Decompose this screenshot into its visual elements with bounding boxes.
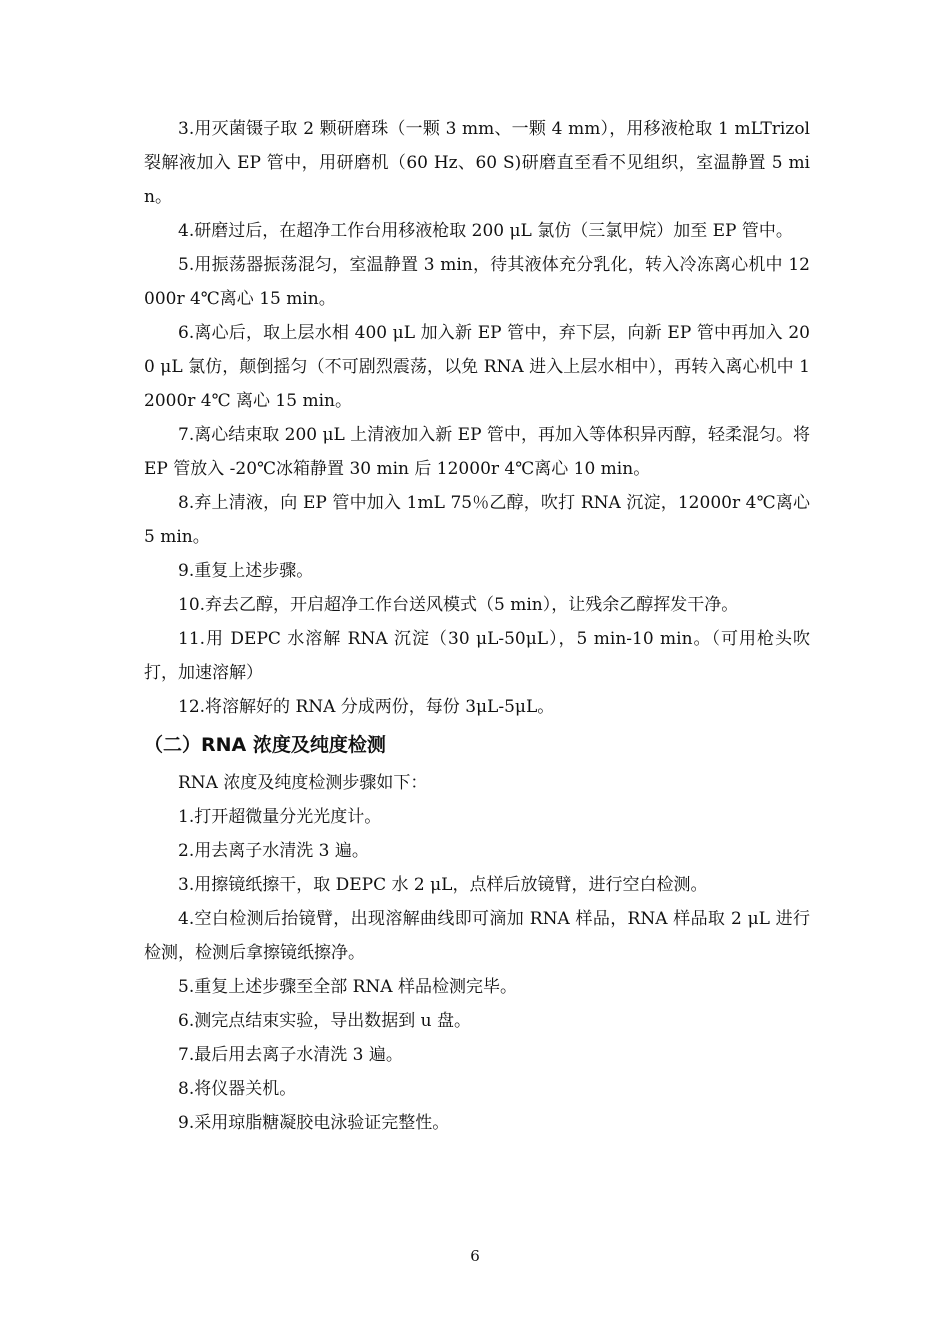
document-body bbox=[144, 112, 810, 1140]
intro-paragraph: RNA 浓度及纯度检测步骤如下： bbox=[178, 773, 428, 793]
step-paragraph: 5.重复上述步骤至全部 RNA 样品检测完毕。 bbox=[178, 977, 517, 997]
step-paragraph: 8.将仪器关机。 bbox=[178, 1079, 297, 1099]
step-paragraph: 11.用 DEPC 水溶解 RNA 沉淀（30 μL-50μL），5 min-10 min。（可用枪头吹打，加速溶解） bbox=[144, 629, 810, 683]
section-heading: （二）RNA 浓度及纯度检测 bbox=[144, 734, 386, 756]
step-paragraph: 9.重复上述步骤。 bbox=[178, 561, 314, 581]
step-paragraph: 8.弃上清液，向 EP 管中加入 1mL 75％乙醇，吹打 RNA 沉淀，12000r 4℃离心 5 min。 bbox=[144, 493, 810, 547]
step-paragraph: 6.离心后，取上层水相 400 μL 加入新 EP 管中，弃下层，向新 EP 管中再加入 200 μL 氯仿，颠倒摇匀（不可剧烈震荡，以免 RNA 进入上层水相中），再转入离心机中 12000r 4℃ 离心 15 min。 bbox=[144, 323, 810, 411]
step-paragraph: 7.离心结束取 200 μL 上清液加入新 EP 管中，再加入等体积异丙醇，轻柔混匀。将 EP 管放入 -20℃冰箱静置 30 min 后 12000r 4℃离心 10 min。 bbox=[144, 425, 810, 479]
step-paragraph: 12.将溶解好的 RNA 分成两份，每份 3μL-5μL。 bbox=[178, 697, 555, 717]
step-paragraph: 4.研磨过后，在超净工作台用移液枪取 200 μL 氯仿（三氯甲烷）加至 EP 管中。 bbox=[178, 221, 793, 241]
step-paragraph: 7.最后用去离子水清洗 3 遍。 bbox=[178, 1045, 403, 1065]
step-paragraph: 1.打开超微量分光光度计。 bbox=[178, 807, 382, 827]
step-paragraph: 3.用擦镜纸擦干，取 DEPC 水 2 μL，点样后放镜臂，进行空白检测。 bbox=[178, 875, 708, 895]
step-paragraph: 10.弃去乙醇，开启超净工作台送风模式（5 min），让残余乙醇挥发干净。 bbox=[178, 595, 739, 615]
step-paragraph: 6.测完点结束实验，导出数据到 u 盘。 bbox=[178, 1011, 471, 1031]
step-paragraph: 5.用振荡器振荡混匀，室温静置 3 min，待其液体充分乳化，转入冷冻离心机中 12000r 4℃离心 15 min。 bbox=[144, 255, 810, 309]
step-paragraph: 4.空白检测后抬镜臂，出现溶解曲线即可滴加 RNA 样品，RNA 样品取 2 μL 进行检测，检测后拿擦镜纸擦净。 bbox=[144, 909, 810, 963]
page-number: 6 bbox=[470, 1247, 480, 1265]
step-paragraph: 9.采用琼脂糖凝胶电泳验证完整性。 bbox=[178, 1113, 450, 1133]
step-paragraph: 3.用灭菌镊子取 2 颗研磨珠（一颗 3 mm、一颗 4 mm），用移液枪取 1 mLTrizol 裂解液加入 EP 管中，用研磨机（60 Hz、60 S)研磨直至看不见组织，室温静置 5 min。 bbox=[144, 119, 810, 207]
step-paragraph: 2.用去离子水清洗 3 遍。 bbox=[178, 841, 369, 861]
